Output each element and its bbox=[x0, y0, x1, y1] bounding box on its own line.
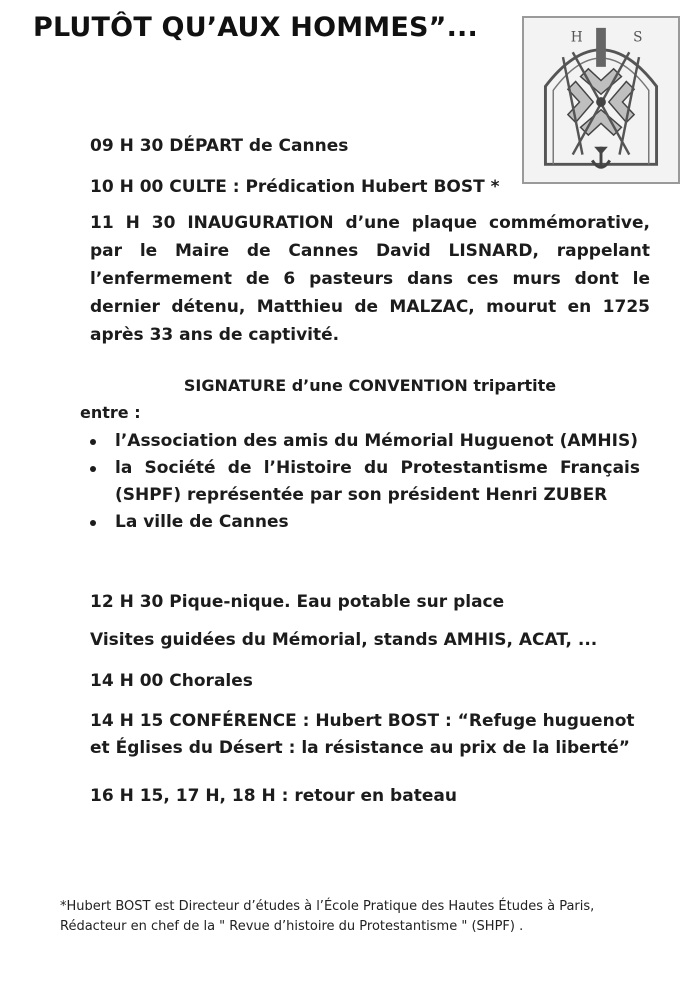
footnote-line-1: *Hubert BOST est Directeur d’études à l’École Pratique des Hautes Études à Paris, bbox=[60, 899, 595, 914]
svg-text:H: H bbox=[570, 29, 583, 46]
footnote-line-2: Rédacteur en chef de la " Revue d’histoire du Protestantisme " (SHPF) . bbox=[60, 919, 524, 934]
page-title: PLUTÔT QU’AUX HOMMES”... bbox=[33, 12, 478, 43]
list-item: La ville de Cannes bbox=[90, 509, 640, 536]
list-item: la Société de l’Histoire du Protestantisme Français (SHPF) représentée par son président Henri ZUBER bbox=[90, 455, 640, 509]
culte-line: 10 H 00 CULTE : Prédication Hubert BOST * bbox=[90, 177, 500, 197]
footnote bbox=[60, 897, 680, 937]
bullet-icon bbox=[90, 466, 96, 472]
conference-line-2: et Églises du Désert : la résistance au prix de la liberté” bbox=[90, 738, 630, 758]
bullet-icon bbox=[90, 439, 96, 445]
chorales-line: 14 H 00 Chorales bbox=[90, 671, 253, 691]
signature-heading: SIGNATURE d’une CONVENTION tripartite bbox=[183, 376, 557, 395]
retour-line: 16 H 15, 17 H, 18 H : retour en bateau bbox=[90, 786, 457, 806]
depart-line: 09 H 30 DÉPART de Cannes bbox=[90, 136, 349, 156]
entre-label: entre : bbox=[80, 403, 141, 422]
piquenique-line: 12 H 30 Pique-nique. Eau potable sur place bbox=[90, 592, 505, 612]
parties-list bbox=[90, 428, 640, 536]
svg-text:S: S bbox=[633, 29, 643, 46]
huguenot-cross-icon bbox=[522, 16, 680, 184]
list-item: l’Association des amis du Mémorial Huguenot (AMHIS) bbox=[90, 428, 640, 455]
bullet-icon bbox=[90, 520, 96, 526]
visites-line: Visites guidées du Mémorial, stands AMHIS, ACAT, ... bbox=[90, 630, 598, 650]
inauguration-paragraph: 11 H 30 INAUGURATION d’une plaque commémorative, par le Maire de Cannes David LISNARD, rappelant l’enfermement de 6 pasteurs dans ces murs dont le dernier détenu, Matthieu de MALZAC, mourut en 1725 après 33 ans de captivité. bbox=[90, 213, 650, 345]
conference-line-1: 14 H 15 CONFÉRENCE : Hubert BOST : “Refuge huguenot bbox=[90, 711, 635, 731]
